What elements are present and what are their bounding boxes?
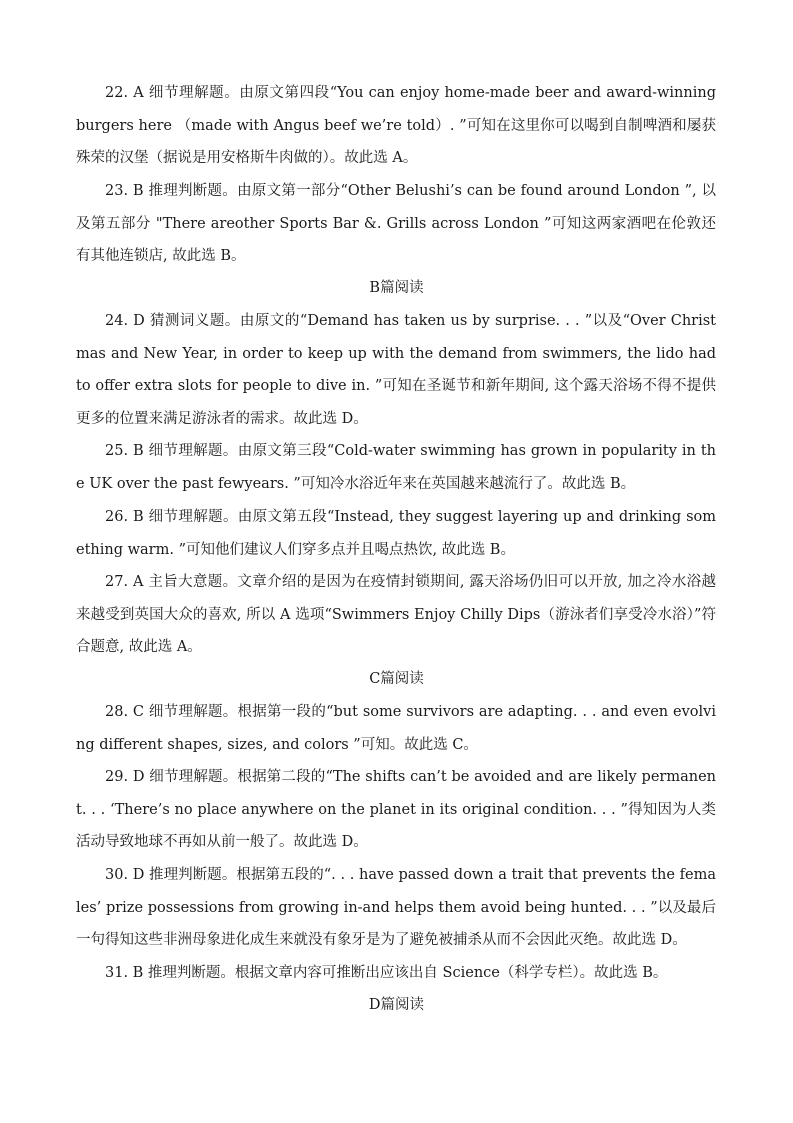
section-heading-b: B篇阅读 — [369, 280, 424, 296]
answer-26: 26. B 细节理解题。由原文第五段“Instead, they suggest layering up and drinking something warm. ”可知他们建议人们穿多点并且喝点热饮, 故此选 B。 — [76, 509, 716, 558]
answer-23: 23. B 推理判断题。由原文第一部分“Other Belushi’s can be found around London ”, 以及第五部分 "There areother Sports Bar &. Grills across London ”可知这两家酒吧在伦敦还有其他连锁店, 故此选 B。 — [76, 183, 716, 264]
answer-24: 24. D 猜测词义题。由原文的“Demand has taken us by surprise. . . ”以及“Over Christmas and New Year, in order to keep up with the demand from swimmers, the lido had to offer extra slots for people to dive in. ”可知在圣诞节和新年期间, 这个露天浴场不得不提供更多的位置来满足游泳者的需求。故此选 D。 — [76, 313, 716, 427]
answer-31: 31. B 推理判断题。根据文章内容可推断出应该出自 Science（科学专栏）。故此选 B。 — [105, 965, 668, 981]
section-heading-c: C篇阅读 — [369, 671, 424, 687]
answer-27: 27. A 主旨大意题。文章介绍的是因为在疫情封锁期间, 露天浴场仍旧可以开放, 加之冷水浴越来越受到英国大众的喜欢, 所以 A 选项“Swimmers Enjoy Chilly Dips（游泳者们享受冷水浴）”符合题意, 故此选 A。 — [76, 574, 716, 655]
section-heading-d: D篇阅读 — [368, 997, 425, 1013]
answer-29: 29. D 细节理解题。根据第二段的“The shifts can’t be avoided and are likely permanent. . . ‘There’s no place anywhere on the planet in its original condition. . . ”得知因为人类活动导致地球不再如从前一般了。故此选 D。 — [76, 769, 716, 850]
answer-25: 25. B 细节理解题。由原文第三段“Cold-water swimming has grown in popularity in the UK over the past fewyears. ”可知冷水浴近年来在英国越来越流行了。故此选 B。 — [76, 443, 716, 492]
answer-22: 22. A 细节理解题。由原文第四段“You can enjoy home-made beer and award-winning burgers here （made with Angus beef we’re told）. ”可知在这里你可以喝到自制啤酒和屡获殊荣的汉堡（据说是用安格斯牛肉做的）。故此选 A。 — [76, 85, 716, 166]
answer-30: 30. D 推理判断题。根据第五段的“. . . have passed down a trait that prevents the females’ prize possessions from growing in-and helps them avoid being hunted. . . ”以及最后一句得知这些非洲母象进化成生来就没有象牙是为了避免被捕杀从而不会因此灭绝。故此选 D。 — [76, 867, 716, 948]
answer-28: 28. C 细节理解题。根据第一段的“but some survivors are adapting. . . and even evolving different shapes, sizes, and colors ”可知。故此选 C。 — [76, 704, 716, 753]
